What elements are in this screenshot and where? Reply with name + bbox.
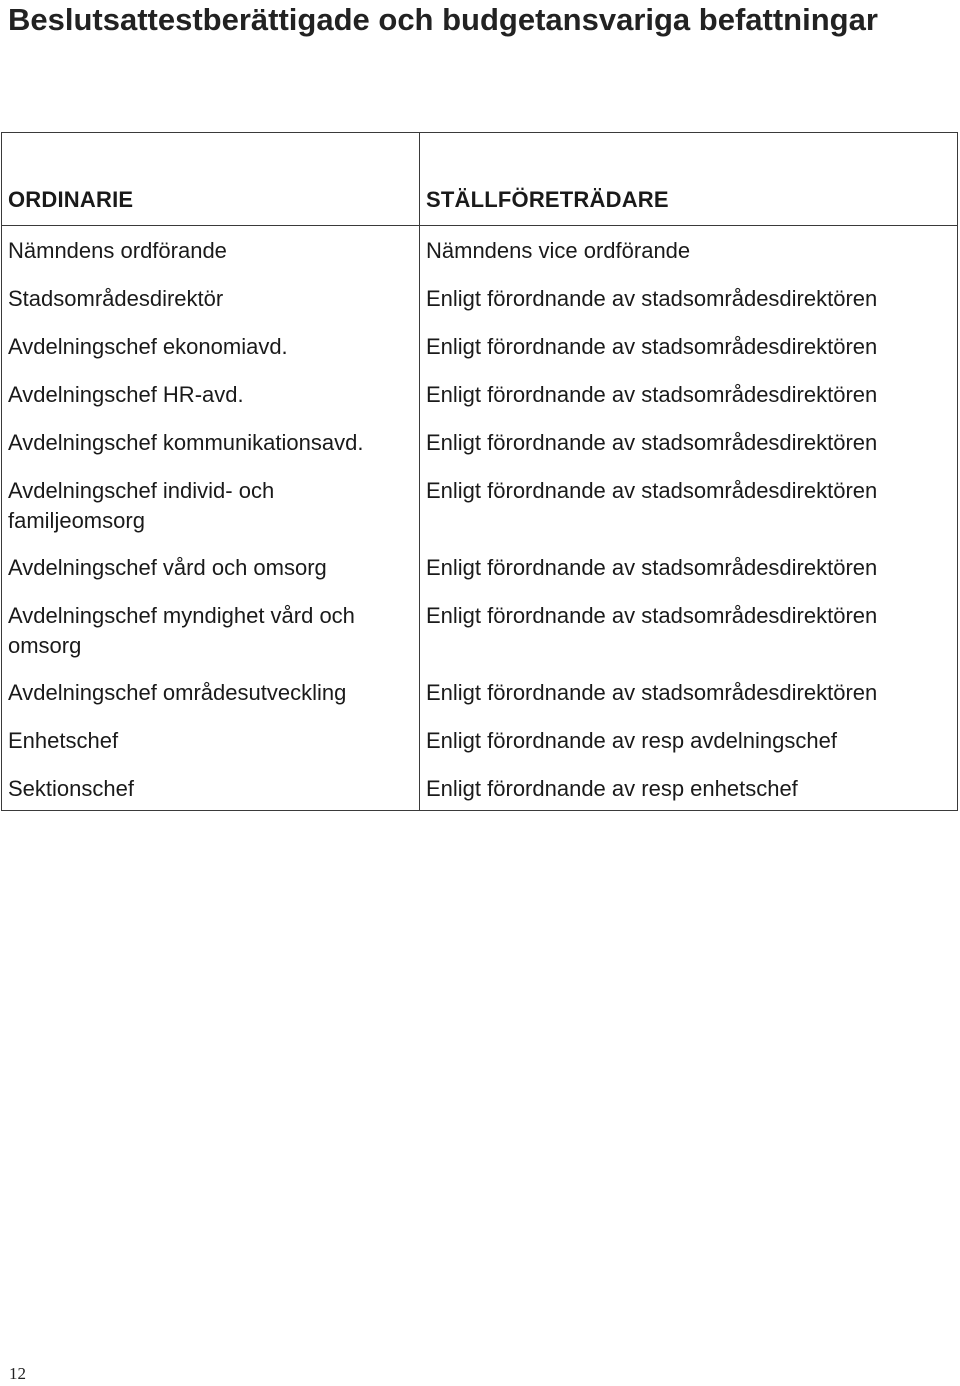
stallforetradare-cell: Enligt förordnande av stadsområdesdirektören <box>426 286 878 311</box>
stallforetradare-cell: Enligt förordnande av stadsområdesdirektören <box>426 382 878 407</box>
stallforetradare-cell: Nämndens vice ordförande <box>426 238 691 263</box>
page-title: Beslutsattestberättigade och budgetansvariga befattningar <box>8 2 878 37</box>
ordinarie-cell: Stadsområdesdirektör <box>8 286 224 311</box>
stallforetradare-cell: Enligt förordnande av stadsområdesdirektören <box>426 680 878 705</box>
ordinarie-cell: Avdelningschef områdesutveckling <box>8 680 347 705</box>
ordinarie-cell: Avdelningschef myndighet vård och omsorg <box>8 603 355 658</box>
ordinarie-cell: Nämndens ordförande <box>8 238 227 263</box>
stallforetradare-cell: Enligt förordnande av resp enhetschef <box>426 776 798 801</box>
ordinarie-cell: Enhetschef <box>8 728 119 753</box>
ordinarie-cell: Avdelningschef individ- och familjeomsorg <box>8 478 275 533</box>
table-header-row <box>2 133 958 226</box>
roles-table <box>1 132 958 811</box>
ordinarie-cell: Avdelningschef kommunikationsavd. <box>8 430 364 455</box>
ordinarie-cell: Avdelningschef HR-avd. <box>8 382 244 407</box>
stallforetradare-cell: Enligt förordnande av stadsområdesdirektören <box>426 334 878 359</box>
stallforetradare-cell: Enligt förordnande av stadsområdesdirektören <box>426 603 878 628</box>
stallforetradare-cell: Enligt förordnande av stadsområdesdirektören <box>426 430 878 455</box>
column-header-ordinarie: ORDINARIE <box>2 133 420 226</box>
stallforetradare-column <box>420 226 958 811</box>
page-number: 12 <box>9 1364 26 1383</box>
ordinarie-cell: Sektionschef <box>8 776 134 801</box>
ordinarie-cell: Avdelningschef ekonomiavd. <box>8 334 288 359</box>
table-row <box>2 226 958 811</box>
stallforetradare-cell: Enligt förordnande av stadsområdesdirektören <box>426 555 878 580</box>
column-header-stallforetradare: STÄLLFÖRETRÄDARE <box>420 133 958 226</box>
stallforetradare-cell: Enligt förordnande av resp avdelningschef <box>426 728 837 753</box>
stallforetradare-cell: Enligt förordnande av stadsområdesdirektören <box>426 478 878 503</box>
ordinarie-cell: Avdelningschef vård och omsorg <box>8 555 327 580</box>
ordinarie-column <box>2 226 420 811</box>
